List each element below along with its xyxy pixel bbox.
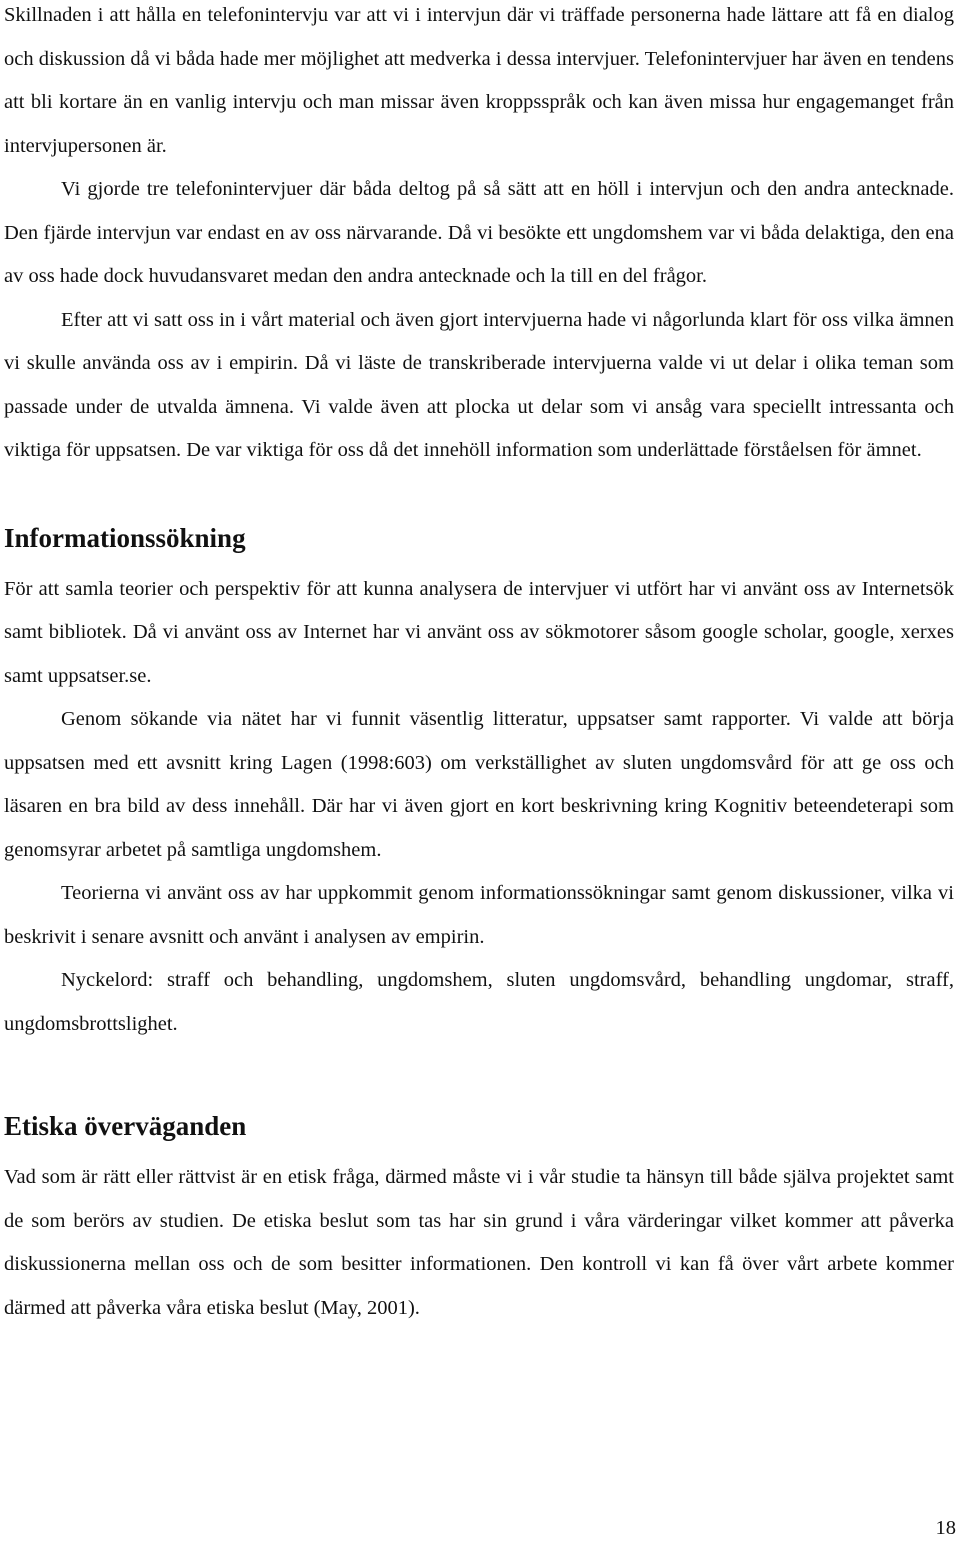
paragraph: Skillnaden i att hålla en telefonintervju var att vi i intervjun där vi träffade personerna hade lättare att få en dialog och diskussion då vi båda hade mer möjlighet att medverka i dessa intervjuer. Telefonintervjuer har även en tendens att bli kortare än en vanlig intervju och man missar även kroppsspråk och kan även missa hur engagemanget från intervjupersonen är. — [4, 4, 954, 157]
document-page — [4, 0, 954, 1330]
paragraph: Vi gjorde tre telefonintervjuer där båda deltog på så sätt att en höll i intervjun och den andra antecknade. Den fjärde intervjun var endast en av oss närvarande. Då vi besökte ett ungdomshem var vi båda delaktiga, den ena av oss hade dock huvudansvaret medan den andra antecknade och la till en del frågor. — [4, 178, 954, 287]
section-heading-etiska-overvaganden: Etiska överväganden — [4, 1111, 247, 1141]
paragraph: Teorierna vi använt oss av har uppkommit genom informationssökningar samt genom diskussioner, vilka vi beskrivit i senare avsnitt och använt i analysen av empirin. — [4, 882, 954, 948]
paragraph: Vad som är rätt eller rättvist är en etisk fråga, därmed måste vi i vår studie ta hänsyn till både själva projektet samt de som berörs av studien. De etiska beslut som tas har sin grund i våra värderingar vilket kommer att påverka diskussionerna mellan oss och de som besitter informationen. Den kontroll vi kan få över vårt arbete kommer därmed att påverka våra etiska beslut (May, 2001). — [4, 1166, 954, 1319]
page-number: 18 — [935, 1517, 956, 1539]
section-heading-informationssokning: Informationssökning — [4, 522, 246, 553]
paragraph: Genom sökande via nätet har vi funnit väsentlig litteratur, uppsatser samt rapporter. Vi valde att börja uppsatsen med ett avsnitt kring Lagen (1998:603) om verkställighet av sluten ungdomsvård för att ge oss och läsaren en bra bild av dess innehåll. Där har vi även gjort en kort beskrivning kring Kognitiv beteendeterapi som genomsyrar arbetet på samtliga ungdomshem. — [4, 708, 954, 861]
paragraph: För att samla teorier och perspektiv för att kunna analysera de intervjuer vi utfört har vi använt oss av Internetsök samt bibliotek. Då vi använt oss av Internet har vi använt oss av sökmotorer såsom google scholar, google, xerxes samt uppsatser.se. — [4, 577, 954, 687]
paragraph: Efter att vi satt oss in i vårt material och även gjort intervjuerna hade vi någorlunda klart för oss vilka ämnen vi skulle använda oss av i empirin. Då vi läste de transkriberade intervjuerna valde vi ut delar i olika teman som passade under de utvalda ämnena. Vi valde även att plocka ut delar som vi ansåg vara speciellt intressanta och viktiga för uppsatsen. De var viktiga för oss då det innehöll information som underlättade förståelsen för ämnet. — [4, 308, 954, 461]
keywords-paragraph: Nyckelord: straff och behandling, ungdomshem, sluten ungdomsvård, behandling ungdomar, straff, ungdomsbrottslighet. — [4, 969, 954, 1035]
